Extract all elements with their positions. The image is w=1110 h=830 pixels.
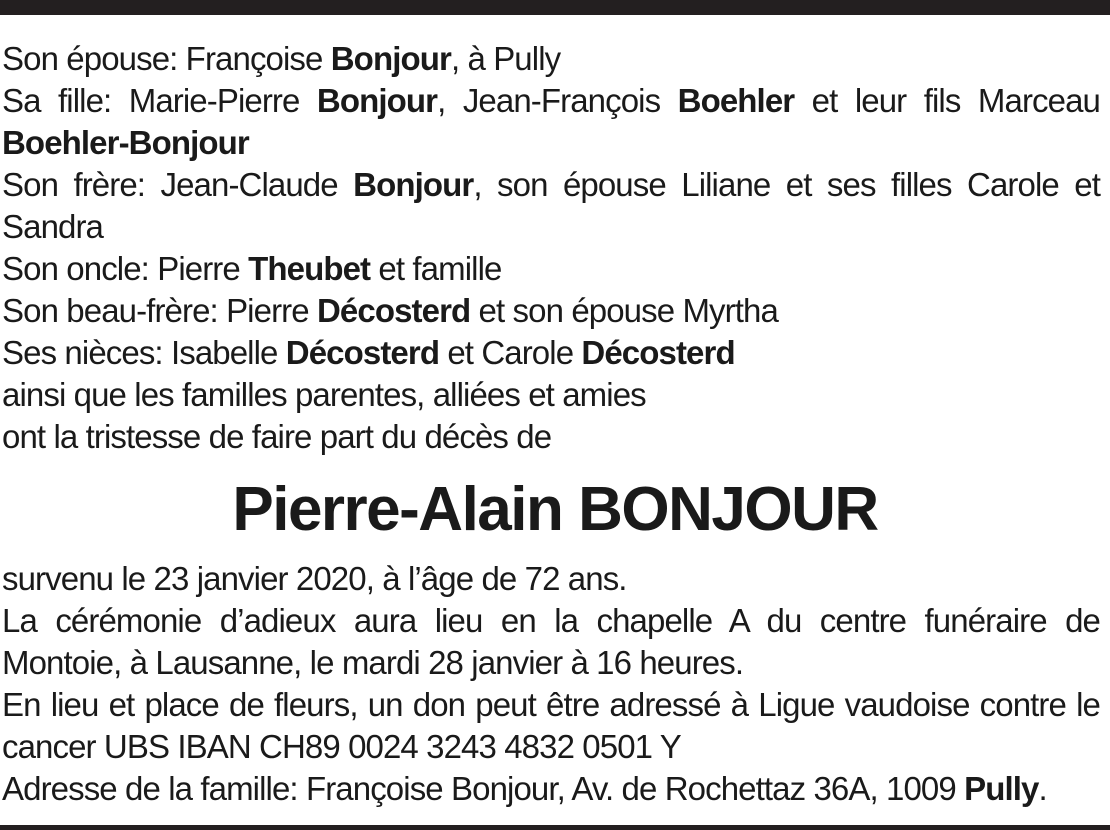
date-age-line: survenu le 23 janvier 2020, à l’âge de 72 ans. [2,560,627,597]
address-line [2,768,1100,810]
address-end: . [1038,770,1047,807]
daughter-son-surname: Boehler-Bonjour [2,124,249,161]
spouse-surname: Bonjour [330,40,451,77]
donation-paragraph: En lieu et place de fleurs, un don peut être adressé à Ligue vaudoise contre le cancer UBS IBAN CH89 0024 3243 4832 0501 Y [2,686,1100,765]
families-line: ainsi que les familles parentes, alliées et amies [2,376,646,413]
ceremony-paragraph: La cérémonie d’adieux aura lieu en la chapelle A du centre funéraire de Montoie, à Lausanne, le mardi 28 janvier à 16 heures. [2,602,1100,681]
address-city: Pully [964,770,1039,807]
uncle-line [2,248,1100,290]
top-rule [0,0,1110,15]
niece2-label: et Carole [439,334,582,371]
brother-in-law-label: Son beau-frère: Pierre [2,292,317,329]
announcement-line: ont la tristesse de faire part du décès de [2,418,552,455]
daughter-partner-label: , Jean-François [437,82,678,119]
daughter-label: Sa fille: Marie-Pierre [2,82,317,119]
brother-rest: , son épouse Liliane et ses filles Carole et Sandra [2,166,1100,245]
details [2,558,1100,810]
daughter-son-label: et leur fils Marceau [794,82,1100,119]
spouse-rest: , à Pully [450,40,561,77]
brother-in-law-surname: Décosterd [316,292,471,329]
address-label: Adresse de la famille: Françoise Bonjour, Av. de Rochettaz 36A, 1009 [2,770,965,807]
family-list [2,38,1100,458]
brother-label: Son frère: Jean-Claude [2,166,354,203]
uncle-rest: et famille [370,250,502,287]
niece2-surname: Décosterd [581,334,735,371]
spouse-label: Son épouse: Françoise [2,40,331,77]
daughter-partner-surname: Boehler [677,82,795,119]
daughter-line [2,80,1100,164]
brother-in-law-line [2,290,1100,332]
brother-surname: Bonjour [353,166,474,203]
uncle-label: Son oncle: Pierre [2,250,249,287]
uncle-surname: Theubet [248,250,371,287]
daughter-surname: Bonjour [316,82,438,119]
nieces-line [2,332,1100,374]
niece1-surname: Décosterd [285,334,440,371]
brother-in-law-rest: et son épouse Myrtha [470,292,778,329]
deceased-name: Pierre-Alain BONJOUR [232,475,878,544]
bottom-rule [0,825,1110,830]
brother-line [2,164,1100,248]
nieces-label: Ses nièces: Isabelle [2,334,286,371]
spouse-line [2,38,1100,80]
